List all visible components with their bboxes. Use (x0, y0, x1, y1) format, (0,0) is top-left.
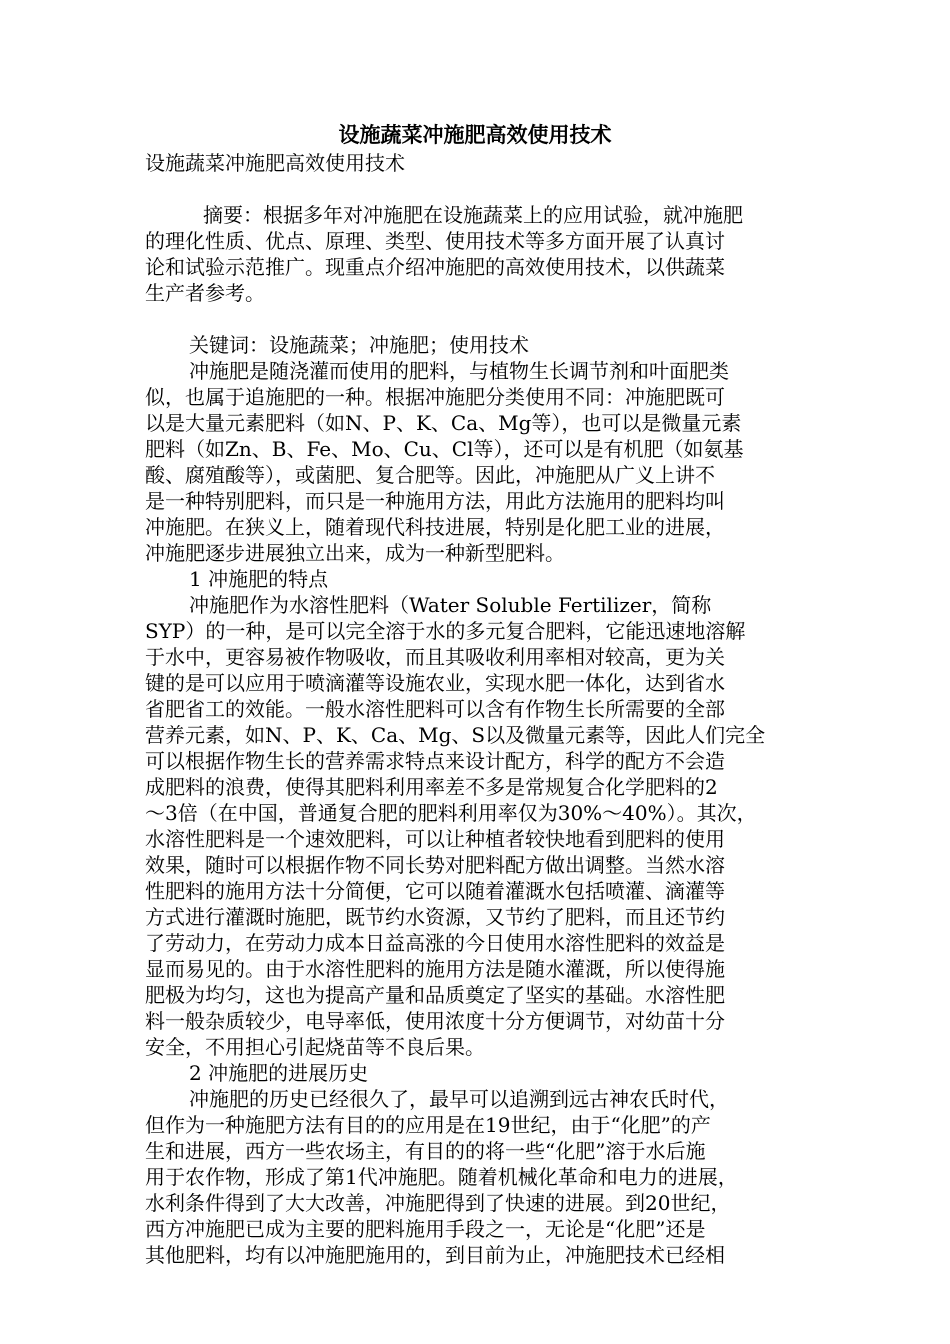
paragraph-line: 设施蔬菜冲施肥高效使用技术 (145, 151, 405, 175)
paragraph-line: 其他肥料，均有以冲施肥施用的，到目前为止，冲施肥技术已经相 (145, 1243, 725, 1267)
paragraph-line: 水利条件得到了大大改善，冲施肥得到了快速的进展。到20世纪， (145, 1191, 731, 1215)
paragraph-line: 性肥料的施用方法十分简便，它可以随着灌溉水包括喷灌、滴灌等 (145, 879, 725, 903)
blank-line (145, 176, 807, 202)
document-title: 设施蔬菜冲施肥高效使用技术 (338, 123, 612, 147)
paragraph-line: 肥料（如Zn、B、Fe、Mo、Cu、Cl等），还可以是有机肥（如氨基 (145, 437, 744, 461)
paragraph-line: 用于农作物，形成了第1代冲施肥。随着机械化革命和电力的进展， (145, 1165, 738, 1189)
paragraph-line: 冲施肥逐步进展独立出来，成为一种新型肥料。 (145, 541, 565, 565)
paragraph-line: 省肥省工的效能。一般水溶性肥料可以含有作物生长所需要的全部 (145, 697, 725, 721)
paragraph-line: 了劳动力，在劳动力成本日益高涨的今日使用水溶性肥料的效益是 (145, 931, 725, 955)
paragraph-line: 生和进展，西方一些农场主，有目的的将一些“化肥”溶于水后施 (145, 1139, 706, 1163)
paragraph-line: 安全，不用担心引起烧苗等不良后果。 (145, 1035, 485, 1059)
paragraph-line: 水溶性肥料是一个速效肥料，可以让种植者较快地看到肥料的使用 (145, 827, 725, 851)
paragraph-line: 肥极为均匀，这也为提高产量和品质奠定了坚实的基础。水溶性肥 (145, 983, 725, 1007)
paragraph-line: 但作为一种施肥方法有目的的应用是在19世纪，由于“化肥”的产 (145, 1113, 711, 1137)
paragraph-line: SYP）的一种，是可以完全溶于水的多元复合肥料，它能迅速地溶解 (145, 619, 746, 643)
paragraph-line: 生产者参考。 (145, 281, 265, 305)
paragraph-line: 效果，随时可以根据作物不同长势对肥料配方做出调整。当然水溶 (145, 853, 725, 877)
paragraph-line: 于水中，更容易被作物吸收，而且其吸收利用率相对较高，更为关 (145, 645, 725, 669)
paragraph-line: 方式进行灌溉时施肥，既节约水资源，又节约了肥料，而且还节约 (145, 905, 725, 929)
paragraph-line: 酸、腐殖酸等），或菌肥、复合肥等。因此，冲施肥从广义上讲不 (145, 463, 715, 487)
paragraph-line: 冲施肥作为水溶性肥料（Water Soluble Fertilizer，简称 (189, 593, 712, 617)
paragraph-line: 冲施肥是随浇灌而使用的肥料，与植物生长调节剂和叶面肥类 (189, 359, 729, 383)
paragraph-line: 是一种特别肥料，而只是一种施用方法，用此方法施用的肥料均叫 (145, 489, 725, 513)
paragraph-line: 料一般杂质较少，电导率低，使用浓度十分方便调节，对幼苗十分 (145, 1009, 725, 1033)
paragraph-line: 键的是可以应用于喷滴灌等设施农业，实现水肥一体化，达到省水 (145, 671, 725, 695)
paragraph-line: ～3倍（在中国，普通复合肥的肥料利用率仅为30%～40%）。其次， (145, 801, 757, 825)
paragraph-line: 论和试验示范推广。现重点介绍冲施肥的高效使用技术，以供蔬菜 (145, 255, 725, 279)
blank-line (145, 306, 807, 332)
paragraph-line: 似，也属于追施肥的一种。根据冲施肥分类使用不同：冲施肥既可 (145, 385, 725, 409)
paragraph-line: 西方冲施肥已成为主要的肥料施用手段之一，无论是“化肥”还是 (145, 1217, 706, 1241)
paragraph-line: 显而易见的。由于水溶性肥料的施用方法是随水灌溉，所以使得施 (145, 957, 725, 981)
paragraph-line: 摘要：根据多年对冲施肥在设施蔬菜上的应用试验，就冲施肥 (203, 203, 743, 227)
paragraph-line: 的理化性质、优点、原理、类型、使用技术等多方面开展了认真讨 (145, 229, 725, 253)
paragraph-line: 冲施肥的历史已经很久了，最早可以追溯到远古神农氏时代， (189, 1087, 729, 1111)
paragraph-line: 可以根据作物生长的营养需求特点来设计配方，科学的配方不会造 (145, 749, 725, 773)
paragraph-line: 1 冲施肥的特点 (189, 567, 329, 591)
document-body (145, 150, 807, 1268)
paragraph-line: 营养元素，如N、P、K、Ca、Mg、S以及微量元素等，因此人们完全 (145, 723, 766, 747)
paragraph-line: 成肥料的浪费，使得其肥料利用率差不多是常规复合化学肥料的2 (145, 775, 718, 799)
paragraph-line: 2 冲施肥的进展历史 (189, 1061, 369, 1085)
paragraph-line: 以是大量元素肥料（如N、P、K、Ca、Mg等），也可以是微量元素 (145, 411, 742, 435)
paragraph-line: 冲施肥。在狭义上，随着现代科技进展，特别是化肥工业的进展， (145, 515, 725, 539)
paragraph-line: 关键词：设施蔬菜；冲施肥；使用技术 (189, 333, 529, 357)
